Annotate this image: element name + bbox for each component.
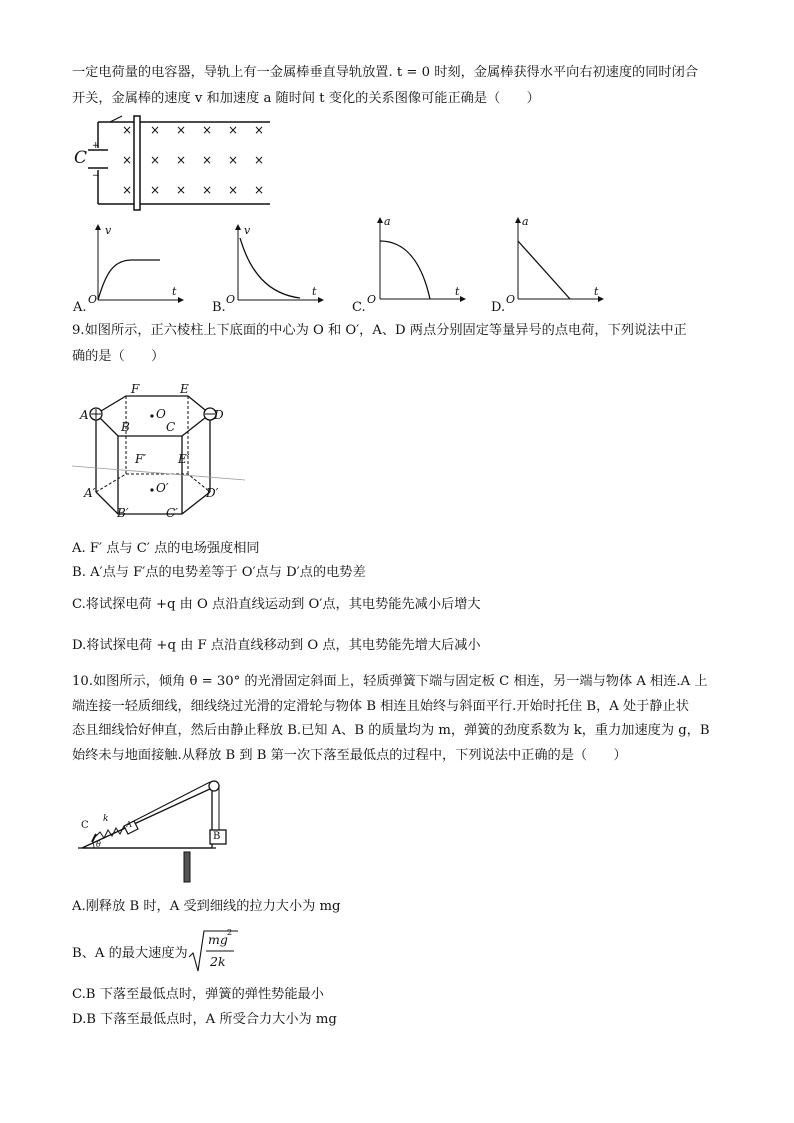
- q8-c-yaxis: a: [384, 215, 391, 228]
- q9-option-c: C.将试探电荷 +q 由 O 点沿直线运动到 O′点，其电势能先减小后增大: [72, 597, 481, 612]
- q9-label-F: F: [131, 382, 140, 396]
- q9-label-B: B: [121, 420, 130, 434]
- q10-label-B: B: [213, 831, 221, 842]
- q10-stem-line3: 态且细线恰好伸直，然后由静止释放 B.已知 A、B 的质量均为 m，弹簧的劲度系数为 k，重力加速度为 g，B: [72, 723, 710, 738]
- q8-option-d-label: D.: [491, 300, 506, 315]
- q10-label-theta: θ: [96, 840, 101, 849]
- svg-text:×: ×: [254, 183, 265, 197]
- q9-hexagonal-prism-figure: [70, 380, 250, 530]
- q9-stem-line1: 9.如图所示，正六棱柱上下底面的中心为 O 和 O′，A、D 两点分别固定等量异号的点电荷，下列说法中正: [72, 323, 687, 338]
- q10-option-b-exponent: 2: [227, 928, 233, 937]
- svg-text:×: ×: [176, 153, 187, 167]
- svg-text:×: ×: [228, 183, 239, 197]
- q9-label-A: A: [80, 408, 89, 422]
- q9-label-B-prime: B′: [117, 506, 129, 520]
- svg-text:×: ×: [122, 123, 133, 137]
- q8-capacitor-rail-figure: [70, 112, 280, 212]
- q9-label-F-prime: F′: [135, 452, 147, 466]
- q8-b-origin: O: [226, 293, 236, 306]
- q8-option-a-label: A.: [73, 300, 87, 315]
- q10-incline-figure: [76, 772, 246, 887]
- q8-d-xaxis: t: [594, 285, 599, 298]
- q10-label-C: C: [81, 820, 89, 831]
- q10-option-c: C.B 下落至最低点时，弹簧的弹性势能最小: [72, 987, 324, 1002]
- svg-text:×: ×: [202, 153, 213, 167]
- q8-a-origin: O: [88, 293, 98, 306]
- q9-label-A-prime: A′: [84, 486, 96, 500]
- svg-text:×: ×: [150, 123, 161, 137]
- q8-a-xaxis: t: [172, 285, 177, 298]
- q8-a-yaxis: v: [105, 224, 112, 237]
- q10-stem-line4: 始终未与地面接触.从释放 B 到 B 第一次下落至最低点的过程中，下列说法中正确的是（ ）: [72, 748, 627, 763]
- q10-option-b-prefix: B、A 的最大速度为: [72, 946, 188, 961]
- q8-c-xaxis: t: [455, 285, 460, 298]
- q10-stem-line1: 10.如图所示，倾角 θ = 30° 的光滑固定斜面上，轻质弹簧下端与固定板 C 相连，另一端与物体 A 相连.A 上: [72, 674, 708, 689]
- q9-option-a: A. F′ 点与 C′ 点的电场强度相同: [72, 541, 260, 556]
- q9-stem-line2: 确的是（ ）: [72, 349, 165, 364]
- q8-b-yaxis: v: [244, 224, 251, 237]
- q9-label-D: D: [214, 408, 224, 422]
- svg-text:×: ×: [176, 183, 187, 197]
- q10-option-b-numerator: mg: [208, 932, 228, 947]
- q8-option-b-label: B.: [212, 300, 226, 315]
- q9-option-d: D.将试探电荷 +q 由 F 点沿直线移动到 O 点，其电势能先增大后减小: [72, 638, 481, 653]
- q10-option-b-denominator: 2k: [210, 954, 226, 969]
- svg-text:×: ×: [228, 123, 239, 137]
- svg-text:×: ×: [202, 183, 213, 197]
- q8-d-origin: O: [506, 293, 516, 306]
- svg-text:×: ×: [254, 123, 265, 137]
- svg-text:×: ×: [122, 153, 133, 167]
- q8-c-origin: O: [367, 293, 377, 306]
- svg-text:+: +: [92, 141, 100, 151]
- q10-stem-line2: 端连接一轻质细线，细线绕过光滑的定滑轮与物体 B 相连且始终与斜面平行.开始时托住 B，A 处于静止状: [72, 699, 689, 714]
- q8-d-yaxis: a: [522, 215, 529, 228]
- svg-text:×: ×: [202, 123, 213, 137]
- q9-label-C-prime: C′: [166, 506, 178, 520]
- q9-label-O-prime: O′: [156, 481, 169, 495]
- q10-option-d: D.B 下落至最低点时，A 所受合力大小为 mg: [72, 1012, 337, 1027]
- q8-graph-d: [508, 215, 608, 307]
- q9-label-D-prime: D′: [206, 486, 219, 500]
- svg-text:×: ×: [122, 183, 133, 197]
- svg-text:×: ×: [150, 183, 161, 197]
- q9-option-b: B. A′点与 F′点的电势差等于 O′点与 D′点的电势差: [72, 565, 366, 580]
- q9-label-O: O: [156, 407, 166, 421]
- svg-text:×: ×: [176, 123, 187, 137]
- q9-label-E-prime: E′: [178, 452, 190, 466]
- q10-label-A: A: [126, 820, 132, 829]
- q10-label-k: k: [103, 814, 109, 824]
- q10-option-a: A.刚释放 B 时，A 受到细线的拉力大小为 mg: [72, 899, 341, 914]
- svg-text:×: ×: [228, 153, 239, 167]
- q8-option-c-label: C.: [352, 300, 366, 315]
- q9-label-C: C: [166, 420, 176, 434]
- svg-text:×: ×: [254, 153, 265, 167]
- capacitor-label: C: [74, 148, 88, 168]
- svg-text:−: −: [92, 171, 100, 181]
- q9-label-E: E: [180, 382, 189, 396]
- q8-b-xaxis: t: [312, 285, 317, 298]
- q8-stem-line1: 一定电荷量的电容器，导轨上有一金属棒垂直导轨放置. t = 0 时刻，金属棒获得水平向右初速度的同时闭合: [72, 65, 698, 80]
- q8-stem-line2: 开关，金属棒的速度 v 和加速度 a 随时间 t 变化的关系图像可能正确是（ ）: [72, 91, 540, 106]
- svg-text:×: ×: [150, 153, 161, 167]
